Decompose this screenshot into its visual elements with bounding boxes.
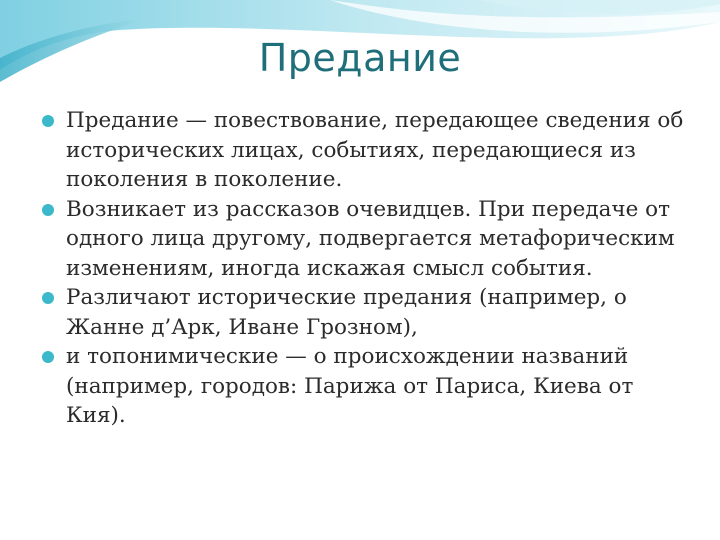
bullet-dot-icon xyxy=(42,351,54,363)
bullet-list xyxy=(38,106,688,431)
bullet-dot-icon xyxy=(42,204,54,216)
slide-title: Предание xyxy=(258,36,462,80)
bullet-item xyxy=(38,195,688,284)
bullet-dot-icon xyxy=(42,292,54,304)
bullet-text: Предание — повествование, передающее сведения об исторических лицах, событиях, передающиеся из поколения в поколение. xyxy=(66,108,684,192)
bullet-dot-icon xyxy=(42,115,54,127)
bullet-text: Возникает из рассказов очевидцев. При передаче от одного лица другому, подвергается метафорическим изменениям, иногда искажая смысл события. xyxy=(66,196,675,281)
bullet-item xyxy=(38,106,688,195)
bullet-item xyxy=(38,342,688,431)
bullet-item xyxy=(38,283,688,342)
bullet-text: и топонимические — о происхождении названий (например, городов: Парижа от Париса, Киева от Кия). xyxy=(66,344,634,428)
bullet-text: Различают исторические предания (например, о Жанне д’Арк, Иване Грозном), xyxy=(66,285,627,340)
